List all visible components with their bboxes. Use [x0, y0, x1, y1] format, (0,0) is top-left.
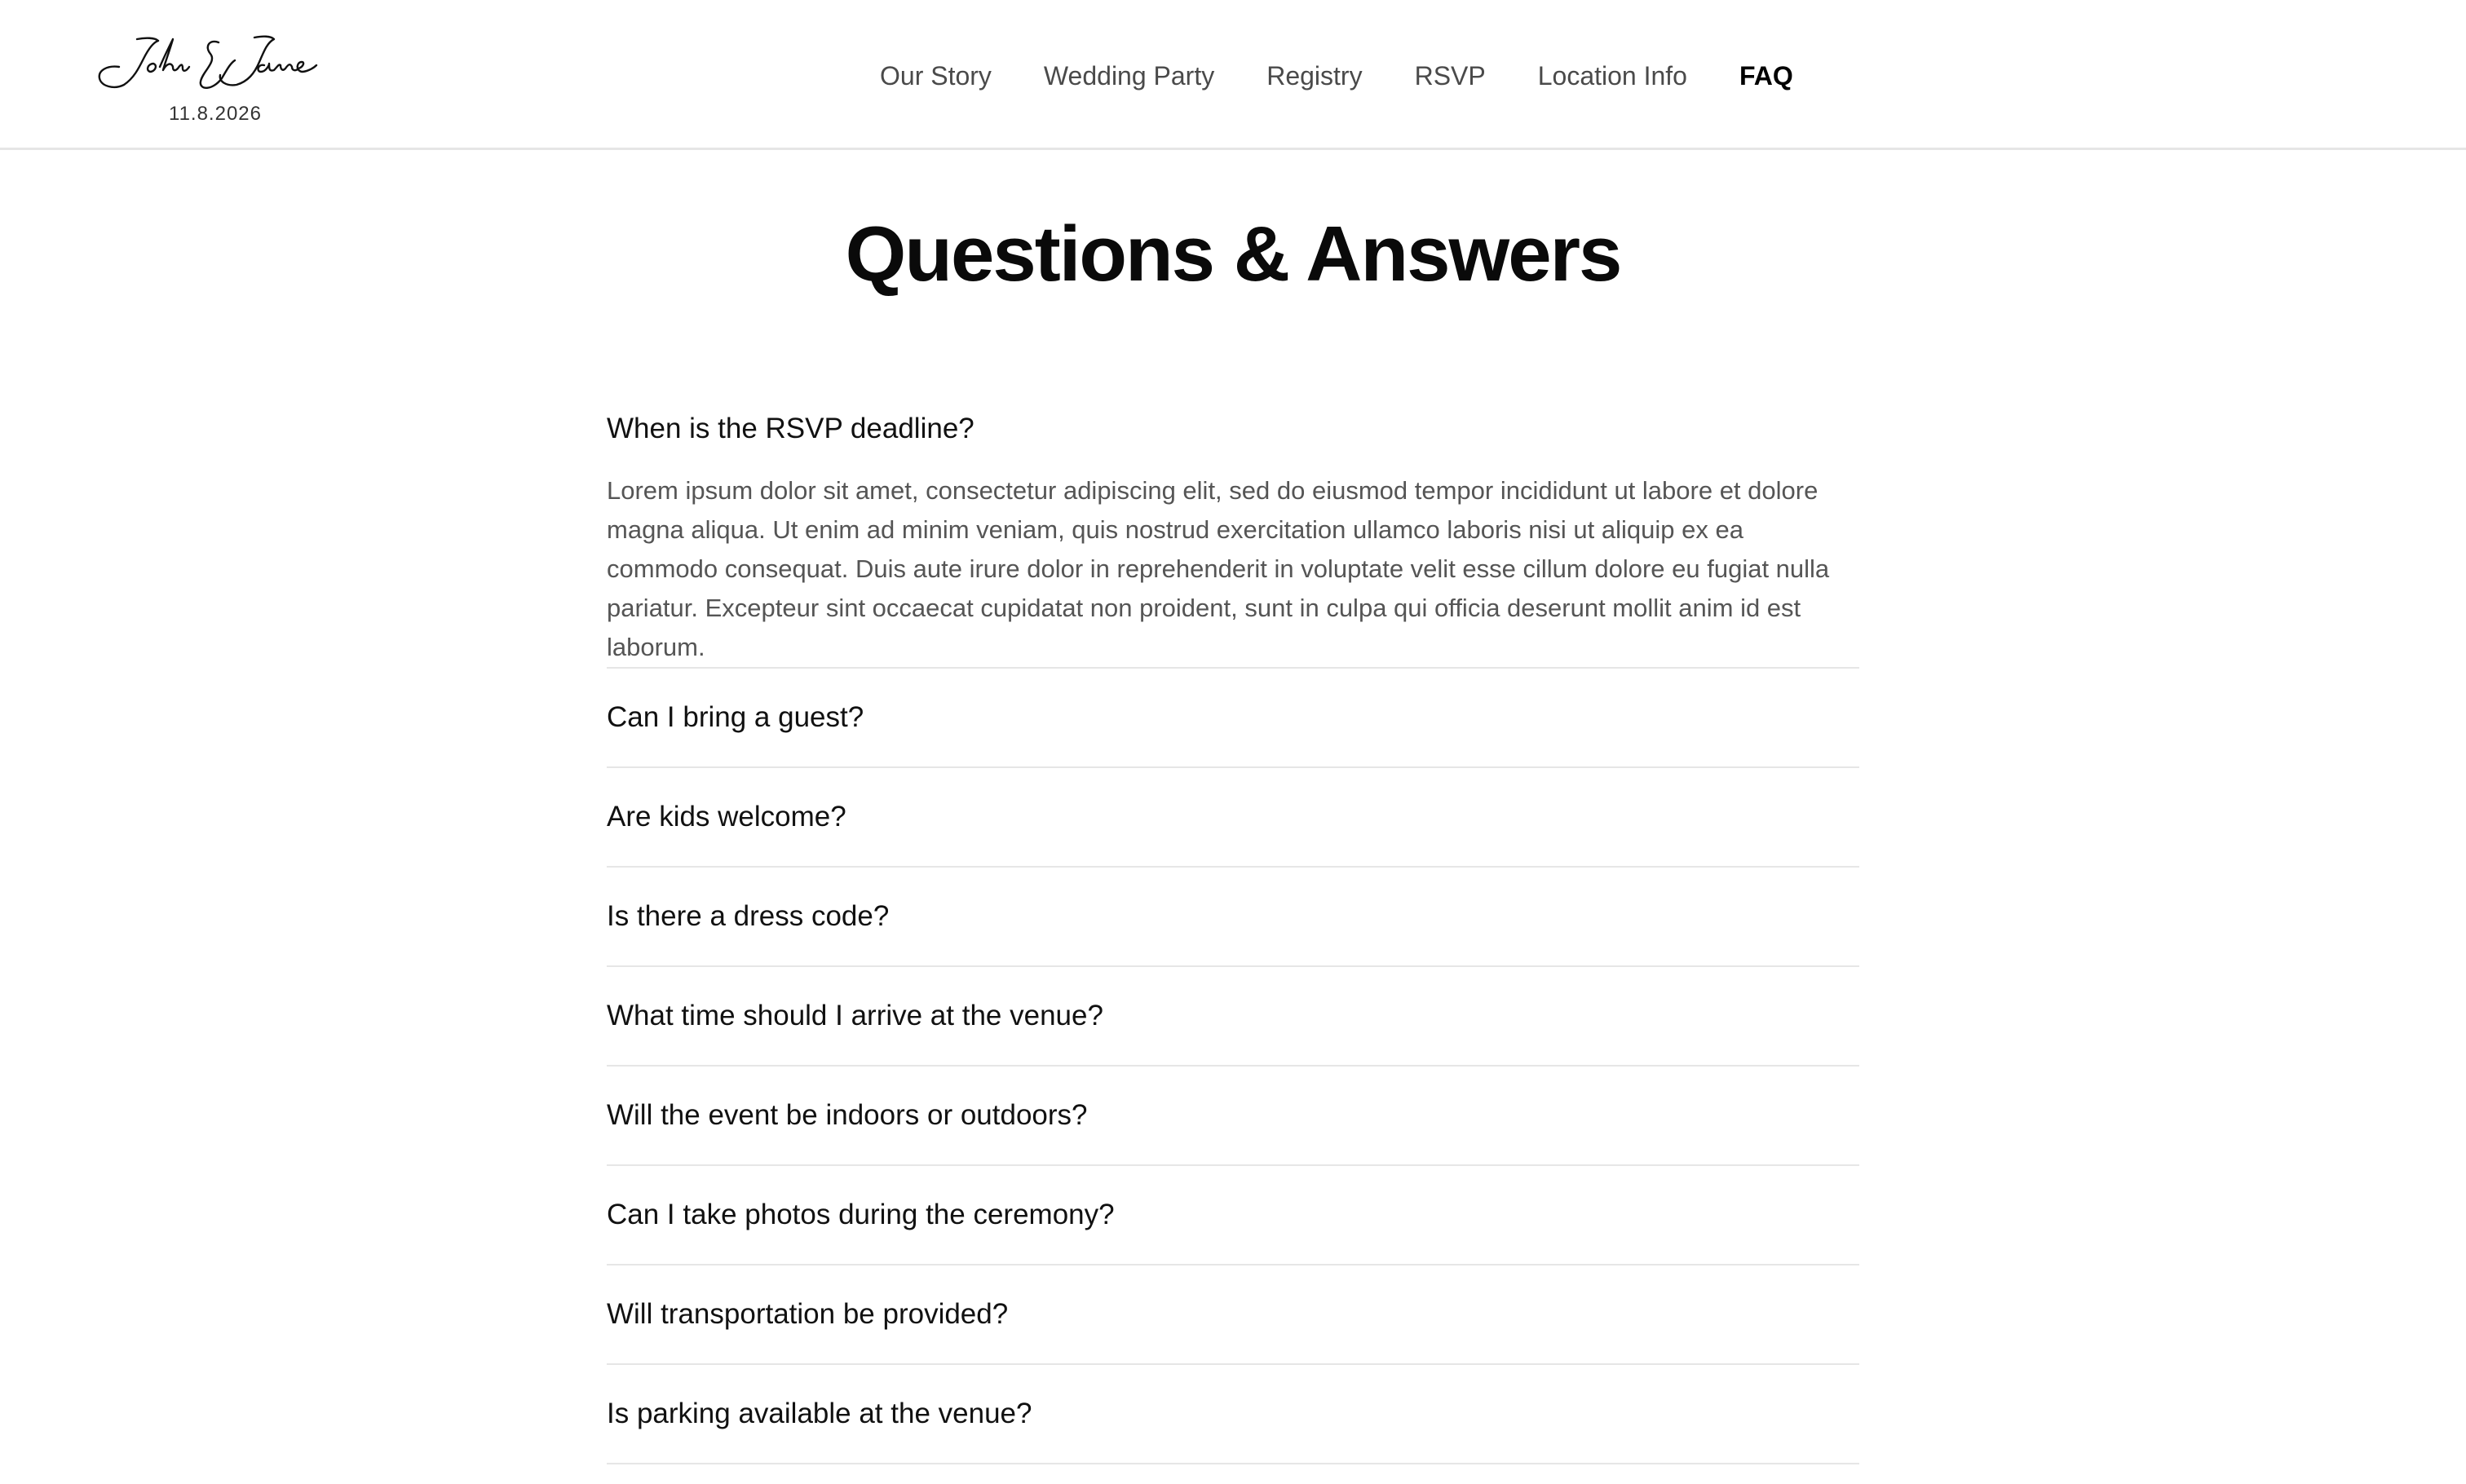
faq-item [607, 768, 1859, 868]
nav-faq[interactable]: FAQ [1739, 60, 1793, 91]
faq-question[interactable]: Will transportation be provided? [607, 1298, 1009, 1330]
faq-item [607, 1265, 1859, 1365]
faq-question[interactable]: When is the RSVP deadline? [607, 413, 974, 444]
site-header [0, 0, 2466, 150]
faq-item [607, 1067, 1859, 1166]
faq-item [607, 1166, 1859, 1265]
couple-signature-logo [96, 31, 334, 99]
faq-question[interactable]: Can I take photos during the ceremony? [607, 1199, 1115, 1230]
faq-item [607, 967, 1859, 1067]
faq-item [607, 390, 1859, 669]
nav-rsvp[interactable]: RSVP [1414, 60, 1486, 91]
nav-location-info[interactable]: Location Info [1537, 60, 1687, 91]
faq-question[interactable]: Will the event be indoors or outdoors? [607, 1099, 1088, 1131]
faq-answer: Lorem ipsum dolor sit amet, consectetur adipiscing elit, sed do eiusmod tempor incididunt ut labore et dolore magna aliqua. Ut enim ad minim veniam, quis nostrud exercitation ullamco laboris nisi ut aliquip ex ea commodo consequat. Duis aute irure dolor in reprehenderit in voluptate velit esse cillum dolore eu fugiat nulla pariatur. Excepteur sint occaecat cupidatat non proident, sunt in culpa qui officia deserunt mollit anim id est laborum. [607, 476, 1830, 661]
faq-question[interactable]: Is there a dress code? [607, 900, 890, 932]
main-nav [880, 55, 1793, 96]
site-logo[interactable] [96, 31, 308, 132]
faq-question[interactable]: What time should I arrive at the venue? [607, 1000, 1103, 1031]
nav-wedding-party[interactable]: Wedding Party [1043, 60, 1215, 91]
wedding-date: 11.8.2026 [169, 103, 262, 125]
faq-question[interactable]: Can I bring a guest? [607, 701, 864, 733]
nav-registry[interactable]: Registry [1266, 60, 1363, 91]
nav-our-story[interactable]: Our Story [880, 60, 992, 91]
faq-item [607, 669, 1859, 768]
faq-question[interactable]: Are kids welcome? [607, 801, 846, 833]
faq-question[interactable]: Is parking available at the venue? [607, 1398, 1032, 1429]
faq-item [607, 868, 1859, 967]
faq-list [607, 390, 1859, 1464]
faq-item [607, 1365, 1859, 1464]
page-title: Questions & Answers [845, 210, 1621, 298]
